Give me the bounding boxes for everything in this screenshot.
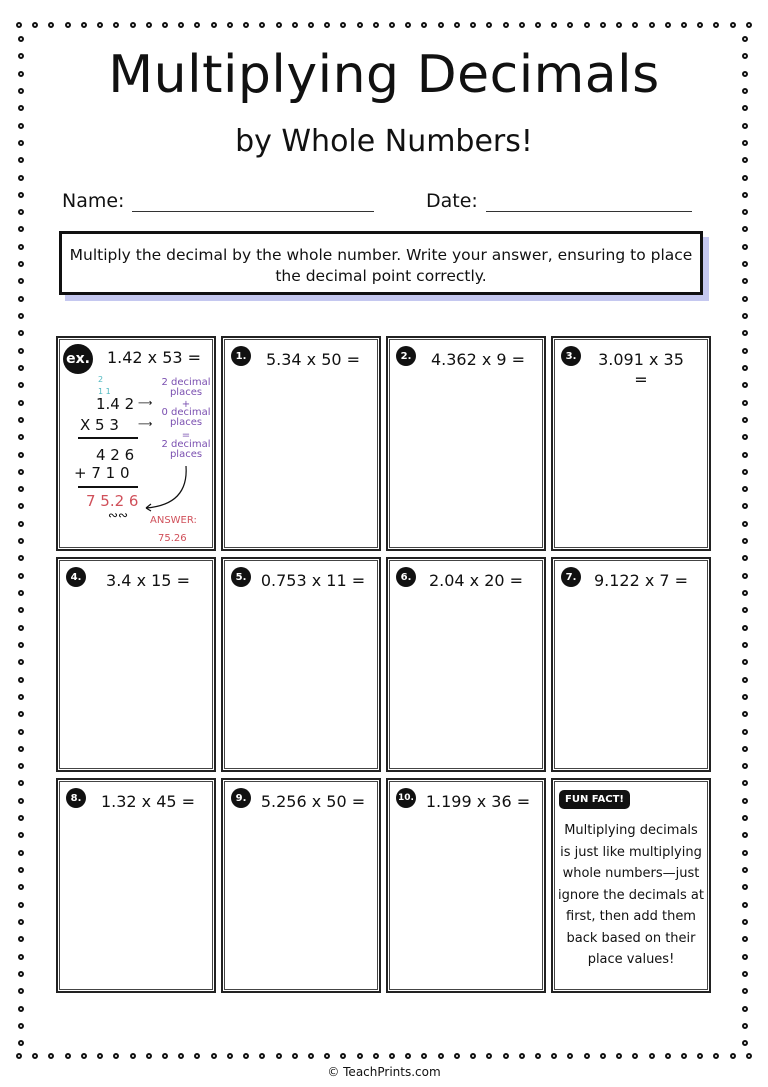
border-dot <box>16 22 22 28</box>
border-dot <box>18 780 24 786</box>
border-dot <box>742 729 748 735</box>
border-dot <box>535 22 541 28</box>
border-dot <box>18 538 24 544</box>
border-dot <box>18 330 24 336</box>
border-dot <box>18 1006 24 1012</box>
border-dot <box>18 278 24 284</box>
problem-card-10[interactable] <box>386 778 546 993</box>
border-dot <box>130 1053 136 1059</box>
border-dot <box>340 22 346 28</box>
border-dot <box>18 365 24 371</box>
border-dot <box>567 1053 573 1059</box>
page-title: Multiplying Decimals <box>108 45 660 105</box>
border-dot <box>742 659 748 665</box>
border-dot <box>632 22 638 28</box>
border-dot <box>113 22 119 28</box>
border-dot <box>742 677 748 683</box>
border-dot <box>713 1053 719 1059</box>
border-dot <box>18 192 24 198</box>
border-dot <box>357 1053 363 1059</box>
border-dot <box>584 1053 590 1059</box>
problem-text: 4.362 x 9 = <box>430 350 526 369</box>
border-dot <box>746 22 752 28</box>
border-dot <box>178 1053 184 1059</box>
border-dot <box>742 521 748 527</box>
border-dot <box>742 919 748 925</box>
dotted-border-top <box>16 22 752 30</box>
border-dot <box>18 244 24 250</box>
border-dot <box>742 452 748 458</box>
border-dot <box>18 226 24 232</box>
border-dot <box>503 22 509 28</box>
decimal-note-1: 2 decimal places <box>161 377 211 398</box>
border-dot <box>227 22 233 28</box>
border-dot <box>519 1053 525 1059</box>
underline-1 <box>78 437 138 439</box>
border-dot <box>742 296 748 302</box>
border-dot <box>421 1053 427 1059</box>
border-dot <box>48 1053 54 1059</box>
name-label: Name: <box>62 190 125 212</box>
border-dot <box>32 22 38 28</box>
border-dot <box>18 867 24 873</box>
fun-fact-card <box>551 778 711 993</box>
border-dot <box>519 22 525 28</box>
border-dot <box>742 382 748 388</box>
border-dot <box>243 1053 249 1059</box>
problem-text: 3.4 x 15 = <box>106 571 190 590</box>
border-dot <box>18 486 24 492</box>
border-dot <box>742 798 748 804</box>
arrow-icon: ⟶ <box>138 398 153 409</box>
date-field[interactable] <box>426 190 692 212</box>
name-line[interactable] <box>132 191 374 212</box>
border-dot <box>65 1053 71 1059</box>
problem-text: 1.32 x 45 = <box>100 792 196 811</box>
border-dot <box>81 1053 87 1059</box>
border-dot <box>18 815 24 821</box>
border-dot <box>259 22 265 28</box>
border-dot <box>357 22 363 28</box>
border-dot <box>373 1053 379 1059</box>
border-dot <box>308 22 314 28</box>
copyright-footer: © TeachPrints.com <box>327 1065 441 1079</box>
border-dot <box>742 988 748 994</box>
border-dot <box>600 1053 606 1059</box>
border-dot <box>742 850 748 856</box>
border-dot <box>742 1006 748 1012</box>
problem-text: 3.091 x 35 = <box>598 350 684 389</box>
border-dot <box>146 22 152 28</box>
result: 7 5.2 6 <box>86 492 139 510</box>
border-dot <box>18 625 24 631</box>
problem-number-badge: 1. <box>231 346 251 366</box>
border-dot <box>18 607 24 613</box>
date-line[interactable] <box>486 191 692 212</box>
border-dot <box>324 22 330 28</box>
border-dot <box>18 954 24 960</box>
problem-number-badge: 8. <box>66 788 86 808</box>
example-card <box>56 336 216 551</box>
multiplicand: 1.4 2 <box>96 395 135 413</box>
problem-text: 2.04 x 20 = <box>428 571 524 590</box>
border-dot <box>742 607 748 613</box>
problem-number-badge: 6. <box>396 567 416 587</box>
border-dot <box>486 1053 492 1059</box>
border-dot <box>649 1053 655 1059</box>
border-dot <box>18 729 24 735</box>
example-badge: ex. <box>63 344 93 374</box>
border-dot <box>18 850 24 856</box>
border-dot <box>18 936 24 942</box>
border-dot <box>600 22 606 28</box>
border-dot <box>18 503 24 509</box>
border-dot <box>162 22 168 28</box>
border-dot <box>742 746 748 752</box>
border-dot <box>18 763 24 769</box>
border-dot <box>18 417 24 423</box>
border-dot <box>18 452 24 458</box>
page-subtitle: by Whole Numbers! <box>235 124 533 159</box>
border-dot <box>308 1053 314 1059</box>
border-dot <box>742 625 748 631</box>
border-dot <box>713 22 719 28</box>
border-dot <box>18 105 24 111</box>
border-dot <box>742 642 748 648</box>
problem-text: 0.753 x 11 = <box>260 571 366 590</box>
multiplier: X 5 3 <box>80 416 119 434</box>
instructions-box: Multiply the decimal by the whole number. Write your answer, ensuring to place the decimal point correctly. <box>59 231 703 295</box>
border-dot <box>742 1023 748 1029</box>
border-dot <box>48 22 54 28</box>
border-dot <box>276 1053 282 1059</box>
dotted-border-bottom <box>16 1053 752 1061</box>
border-dot <box>18 348 24 354</box>
problem-number-badge: 7. <box>561 567 581 587</box>
border-dot <box>486 22 492 28</box>
date-label: Date: <box>426 190 478 212</box>
problem-text: 9.122 x 7 = <box>593 571 689 590</box>
border-dot <box>389 22 395 28</box>
border-dot <box>18 919 24 925</box>
border-dot <box>259 1053 265 1059</box>
border-dot <box>389 1053 395 1059</box>
border-dot <box>18 555 24 561</box>
border-dot <box>227 1053 233 1059</box>
border-dot <box>551 22 557 28</box>
border-dot <box>65 22 71 28</box>
border-dot <box>742 954 748 960</box>
problem-number-badge: 3. <box>561 346 581 366</box>
border-dot <box>742 763 748 769</box>
answer-label: ANSWER: <box>150 515 197 526</box>
border-dot <box>742 555 748 561</box>
border-dot <box>742 244 748 250</box>
border-dot <box>742 590 748 596</box>
problem-number-badge: 9. <box>231 788 251 808</box>
dotted-border-right <box>742 36 750 1047</box>
border-dot <box>470 22 476 28</box>
border-dot <box>18 832 24 838</box>
partial-product-1: 4 2 6 <box>96 446 135 464</box>
border-dot <box>742 780 748 786</box>
border-dot <box>243 22 249 28</box>
equals-sign: = <box>181 430 191 441</box>
problem-number-badge: 4. <box>66 567 86 587</box>
border-dot <box>97 1053 103 1059</box>
border-dot <box>742 1040 748 1046</box>
problem-number-badge: 2. <box>396 346 416 366</box>
border-dot <box>742 278 748 284</box>
border-dot <box>742 105 748 111</box>
border-dot <box>742 711 748 717</box>
answer-value: 75.26 <box>158 533 187 544</box>
border-dot <box>742 486 748 492</box>
border-dot <box>742 400 748 406</box>
problem-text: 1.199 x 36 = <box>425 792 531 811</box>
border-dot <box>742 313 748 319</box>
border-dot <box>18 36 24 42</box>
problem-card-8[interactable] <box>56 778 216 993</box>
border-dot <box>162 1053 168 1059</box>
border-dot <box>742 867 748 873</box>
border-dot <box>742 884 748 890</box>
border-dot <box>18 746 24 752</box>
border-dot <box>746 1053 752 1059</box>
border-dot <box>18 642 24 648</box>
border-dot <box>97 22 103 28</box>
border-dot <box>665 22 671 28</box>
border-dot <box>742 434 748 440</box>
problem-card-9[interactable] <box>221 778 381 993</box>
border-dot <box>697 1053 703 1059</box>
border-dot <box>18 659 24 665</box>
problem-text: 5.34 x 50 = <box>265 350 361 369</box>
decimal-note-3: 2 decimal places <box>161 439 211 460</box>
plus-sign: + <box>181 399 191 410</box>
border-dot <box>18 261 24 267</box>
border-dot <box>211 22 217 28</box>
problem-grid <box>56 336 712 994</box>
border-dot <box>584 22 590 28</box>
border-dot <box>405 1053 411 1059</box>
border-dot <box>16 1053 22 1059</box>
border-dot <box>18 296 24 302</box>
border-dot <box>742 902 748 908</box>
border-dot <box>292 22 298 28</box>
border-dot <box>146 1053 152 1059</box>
border-dot <box>742 330 748 336</box>
border-dot <box>18 175 24 181</box>
border-dot <box>454 22 460 28</box>
curved-arrow-icon <box>142 464 192 514</box>
border-dot <box>535 1053 541 1059</box>
arrow-icon: ⟶ <box>138 419 153 430</box>
border-dot <box>18 382 24 388</box>
border-dot <box>742 417 748 423</box>
border-dot <box>18 1023 24 1029</box>
problem-number-badge: 5. <box>231 567 251 587</box>
border-dot <box>18 434 24 440</box>
border-dot <box>340 1053 346 1059</box>
border-dot <box>697 22 703 28</box>
border-dot <box>681 1053 687 1059</box>
border-dot <box>18 971 24 977</box>
border-dot <box>18 711 24 717</box>
carry-mid: 1 1 <box>98 387 111 396</box>
border-dot <box>292 1053 298 1059</box>
border-dot <box>405 22 411 28</box>
border-dot <box>742 209 748 215</box>
name-field[interactable] <box>62 190 374 212</box>
carry-top: 2 <box>98 375 104 384</box>
border-dot <box>551 1053 557 1059</box>
border-dot <box>18 209 24 215</box>
border-dot <box>681 22 687 28</box>
problem-card-6[interactable] <box>386 557 546 772</box>
border-dot <box>194 22 200 28</box>
border-dot <box>503 1053 509 1059</box>
border-dot <box>18 469 24 475</box>
border-dot <box>730 22 736 28</box>
border-dot <box>18 1040 24 1046</box>
border-dot <box>616 22 622 28</box>
border-dot <box>742 815 748 821</box>
dotted-border-left <box>18 36 26 1047</box>
border-dot <box>81 22 87 28</box>
fun-fact-text: Multiplying decimals is just like multiplying whole numbers—just ignore the decimals at first, then add them back based on their place values! <box>558 823 704 967</box>
problem-card-5[interactable] <box>221 557 381 772</box>
border-dot <box>18 590 24 596</box>
border-dot <box>742 348 748 354</box>
decimal-note-2: 0 decimal places <box>161 407 211 428</box>
decimal-squiggle-icon: ∾∾ <box>108 508 129 522</box>
border-dot <box>454 1053 460 1059</box>
border-dot <box>178 22 184 28</box>
border-dot <box>18 573 24 579</box>
problem-text: 5.256 x 50 = <box>260 792 366 811</box>
example-work <box>58 338 214 549</box>
border-dot <box>742 694 748 700</box>
border-dot <box>742 365 748 371</box>
border-dot <box>742 538 748 544</box>
border-dot <box>18 313 24 319</box>
border-dot <box>18 677 24 683</box>
border-dot <box>373 22 379 28</box>
border-dot <box>665 1053 671 1059</box>
border-dot <box>211 1053 217 1059</box>
border-dot <box>742 573 748 579</box>
border-dot <box>730 1053 736 1059</box>
border-dot <box>632 1053 638 1059</box>
border-dot <box>742 832 748 838</box>
border-dot <box>742 469 748 475</box>
border-dot <box>276 22 282 28</box>
border-dot <box>649 22 655 28</box>
border-dot <box>18 884 24 890</box>
example-problem: 1.42 x 53 = <box>106 348 202 367</box>
fun-fact-tag: FUN FACT! <box>559 790 630 809</box>
problem-card-4[interactable] <box>56 557 216 772</box>
problem-card-2[interactable] <box>386 336 546 551</box>
border-dot <box>438 22 444 28</box>
border-dot <box>742 192 748 198</box>
border-dot <box>616 1053 622 1059</box>
problem-card-1[interactable] <box>221 336 381 551</box>
border-dot <box>742 261 748 267</box>
border-dot <box>130 22 136 28</box>
border-dot <box>18 988 24 994</box>
border-dot <box>18 902 24 908</box>
border-dot <box>567 22 573 28</box>
border-dot <box>32 1053 38 1059</box>
border-dot <box>18 400 24 406</box>
border-dot <box>470 1053 476 1059</box>
border-dot <box>421 22 427 28</box>
problem-card-3[interactable] <box>551 336 711 551</box>
border-dot <box>742 36 748 42</box>
border-dot <box>742 971 748 977</box>
border-dot <box>742 503 748 509</box>
border-dot <box>18 694 24 700</box>
border-dot <box>742 936 748 942</box>
border-dot <box>194 1053 200 1059</box>
border-dot <box>324 1053 330 1059</box>
underline-2 <box>78 486 138 488</box>
border-dot <box>113 1053 119 1059</box>
border-dot <box>18 521 24 527</box>
border-dot <box>18 798 24 804</box>
problem-number-badge: 10. <box>396 788 416 808</box>
border-dot <box>438 1053 444 1059</box>
problem-card-7[interactable] <box>551 557 711 772</box>
partial-product-2: + 7 1 0 <box>74 464 130 482</box>
border-dot <box>742 226 748 232</box>
border-dot <box>742 175 748 181</box>
